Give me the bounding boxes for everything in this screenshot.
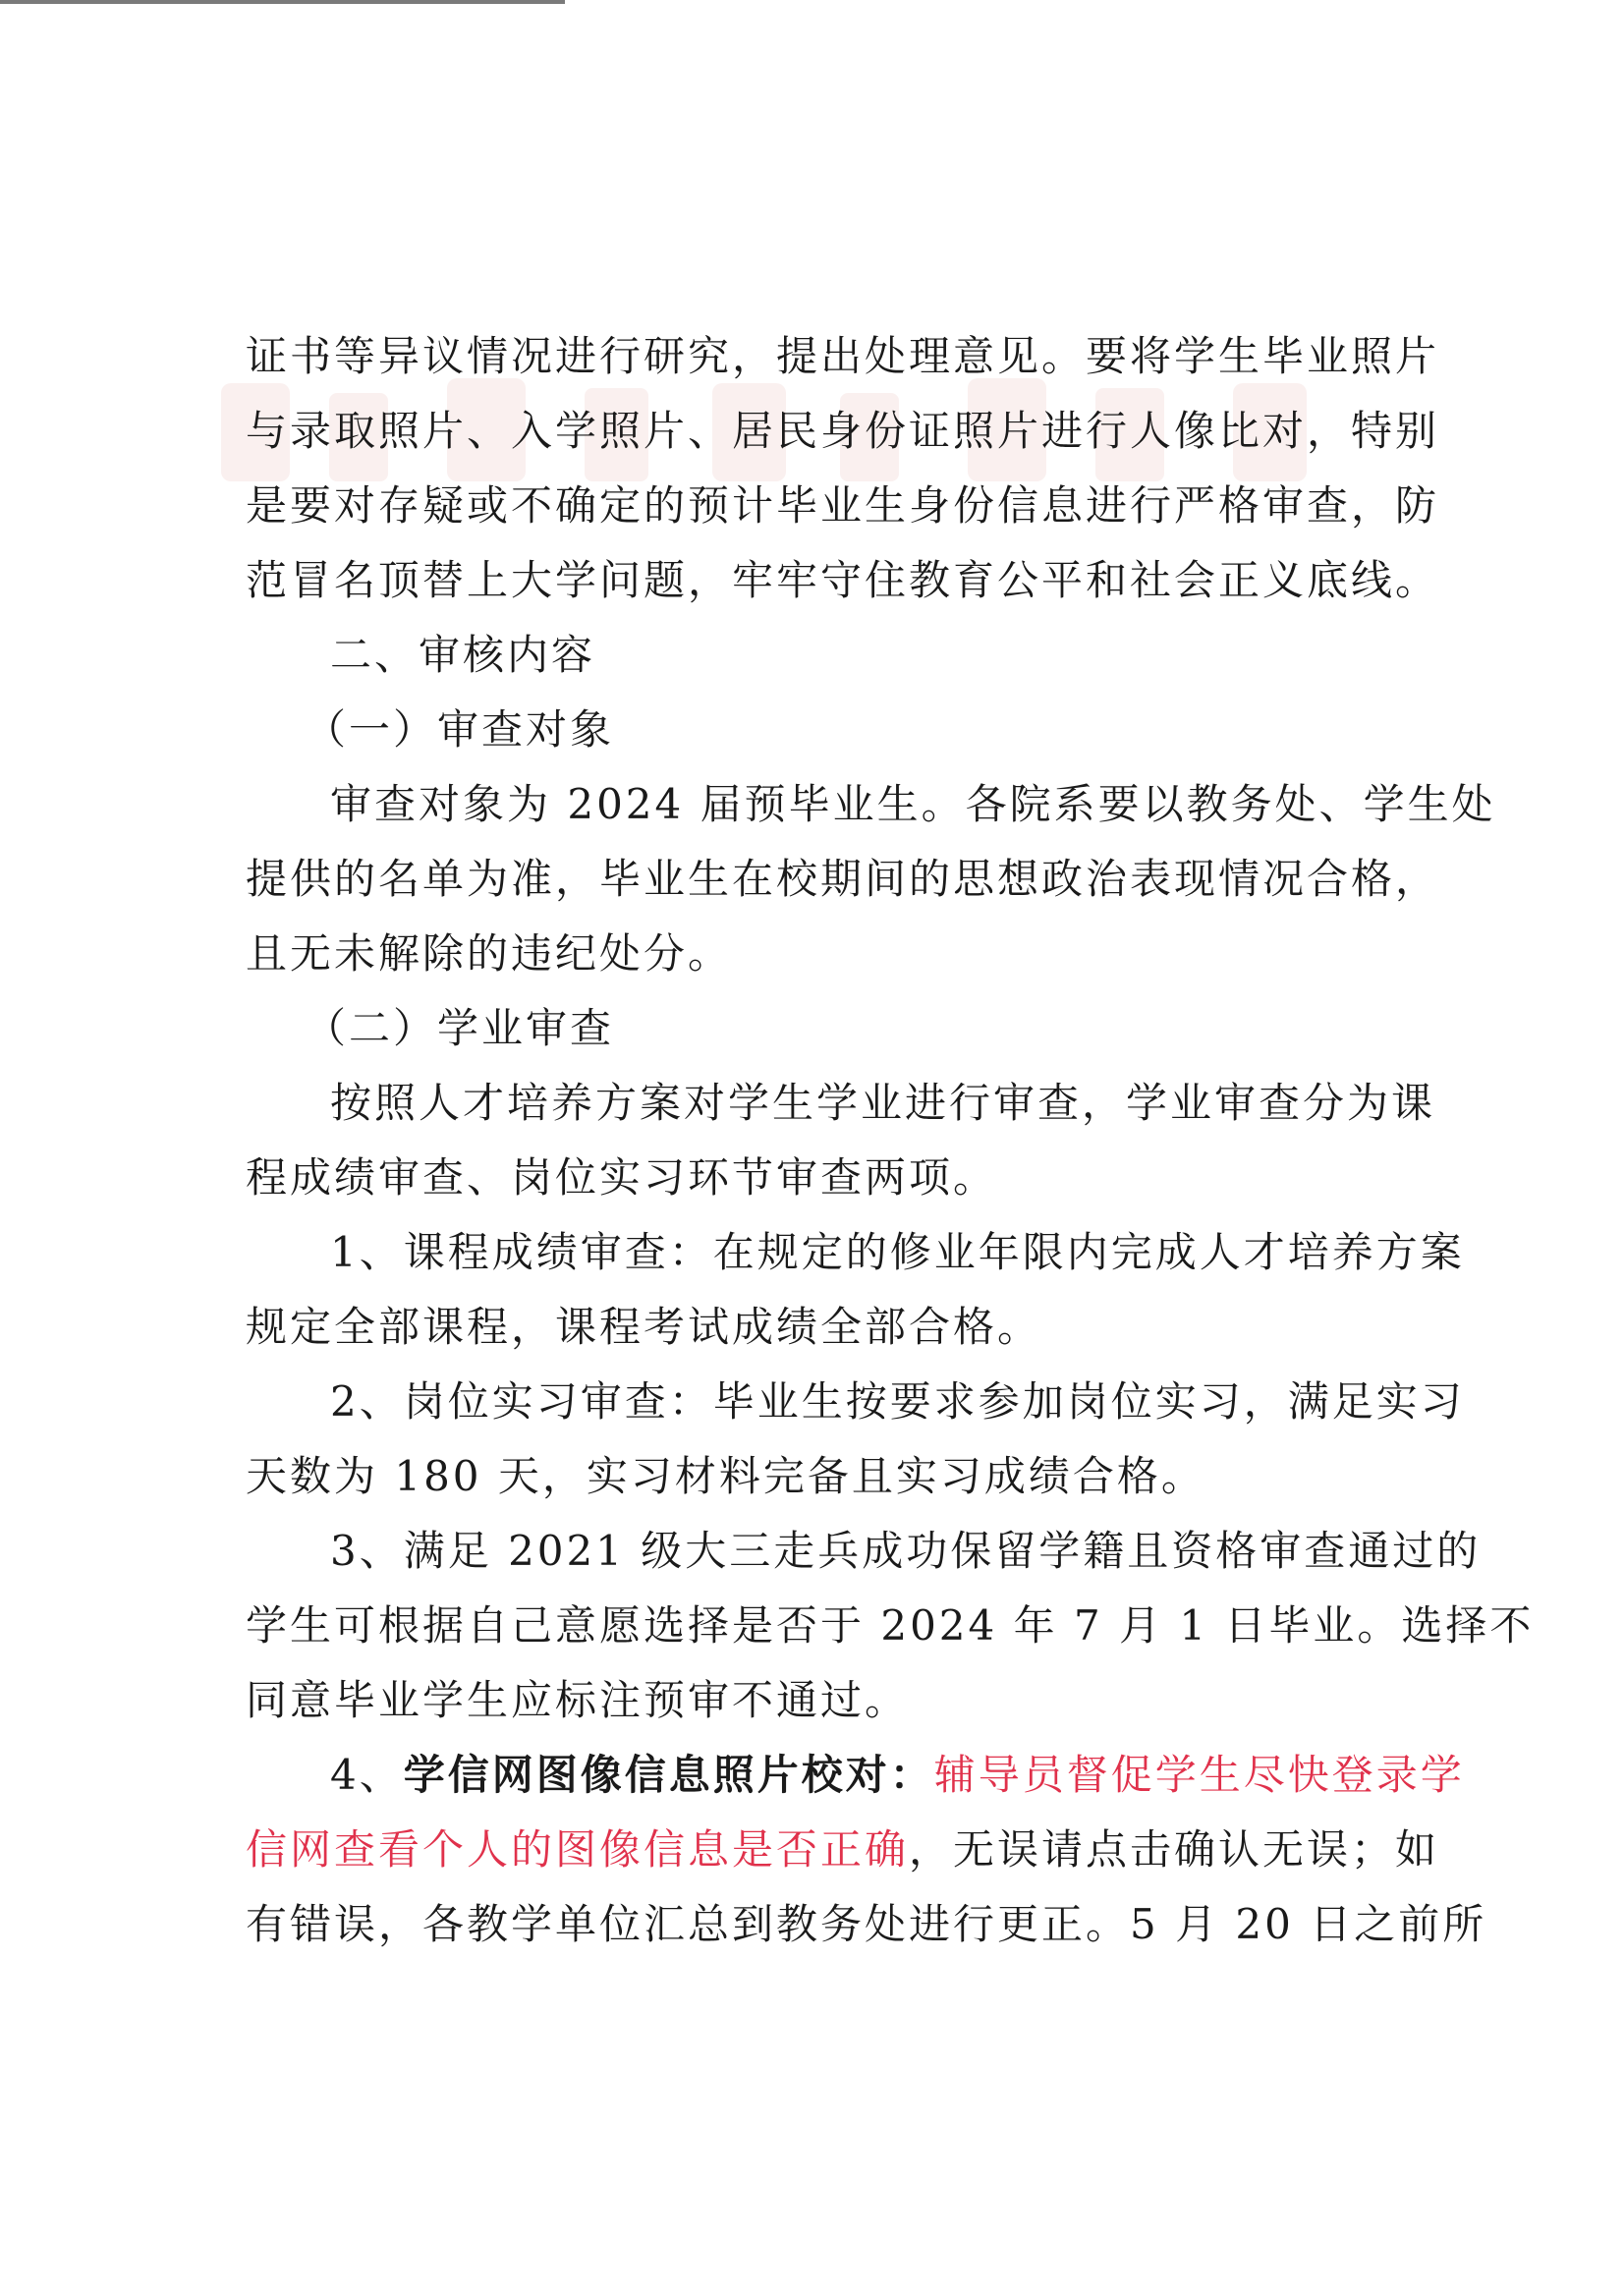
para-2-line-1: 审查对象为 2024 届预毕业生。各院系要以教务处、学生处 — [330, 780, 1496, 828]
item-2-line-2: 天数为 180 天，实习材料完备且实习成绩合格。 — [246, 1452, 1205, 1500]
para-2-line-2: 提供的名单为准，毕业生在校期间的思想政治表现情况合格， — [246, 855, 1440, 903]
section-heading-review-content: 二、审核内容 — [330, 631, 596, 679]
subheading-academic-review: （二）学业审查 — [305, 1004, 615, 1052]
item-3-line-1: 3、满足 2021 级大三走兵成功保留学籍且资格审查通过的 — [330, 1527, 1482, 1575]
item-3-line-2: 学生可根据自己意愿选择是否于 2024 年 7 月 1 日毕业。选择不 — [246, 1601, 1535, 1650]
item-4-label: 学信网图像信息照片校对： — [403, 1751, 934, 1799]
item-4-red-text-2: 信网查看个人的图像信息是否正确 — [246, 1825, 910, 1874]
item-3-line-3: 同意毕业学生应标注预审不通过。 — [246, 1676, 910, 1724]
para-3-line-2: 程成绩审查、岗位实习环节审查两项。 — [246, 1153, 998, 1202]
item-4-number: 4、 — [330, 1751, 404, 1799]
item-4-line-1 — [246, 1738, 1465, 1813]
item-4-rest-text: ，无误请点击确认无误；如 — [909, 1825, 1440, 1874]
item-4-red-text-1: 辅导员督促学生尽快登录学 — [933, 1751, 1465, 1799]
item-1-line-1: 1、课程成绩审查：在规定的修业年限内完成人才培养方案 — [330, 1228, 1465, 1276]
document-body — [246, 319, 1535, 1962]
subheading-review-subjects: （一）审查对象 — [305, 705, 615, 754]
para-1-line-3: 是要对存疑或不确定的预计毕业生身份信息进行严格审查，防 — [246, 481, 1440, 530]
item-4-line-3: 有错误，各教学单位汇总到教务处进行更正。5 月 20 日之前所 — [246, 1900, 1487, 1948]
para-1-line-4: 范冒名顶替上大学问题，牢牢守住教育公平和社会正义底线。 — [246, 556, 1440, 604]
para-1-line-2: 与录取照片、入学照片、居民身份证照片进行人像比对，特别 — [246, 407, 1440, 455]
item-4-line-2 — [246, 1813, 1440, 1887]
item-2-line-1: 2、岗位实习审查：毕业生按要求参加岗位实习，满足实习 — [330, 1377, 1465, 1426]
para-3-line-1: 按照人才培养方案对学生学业进行审查，学业审查分为课 — [330, 1079, 1436, 1127]
para-2-line-3: 且无未解除的违纪处分。 — [246, 929, 733, 978]
para-1-line-1: 证书等异议情况进行研究，提出处理意见。要将学生毕业照片 — [246, 332, 1440, 380]
item-1-line-2: 规定全部课程，课程考试成绩全部合格。 — [246, 1303, 1042, 1351]
top-border-line — [0, 0, 565, 4]
